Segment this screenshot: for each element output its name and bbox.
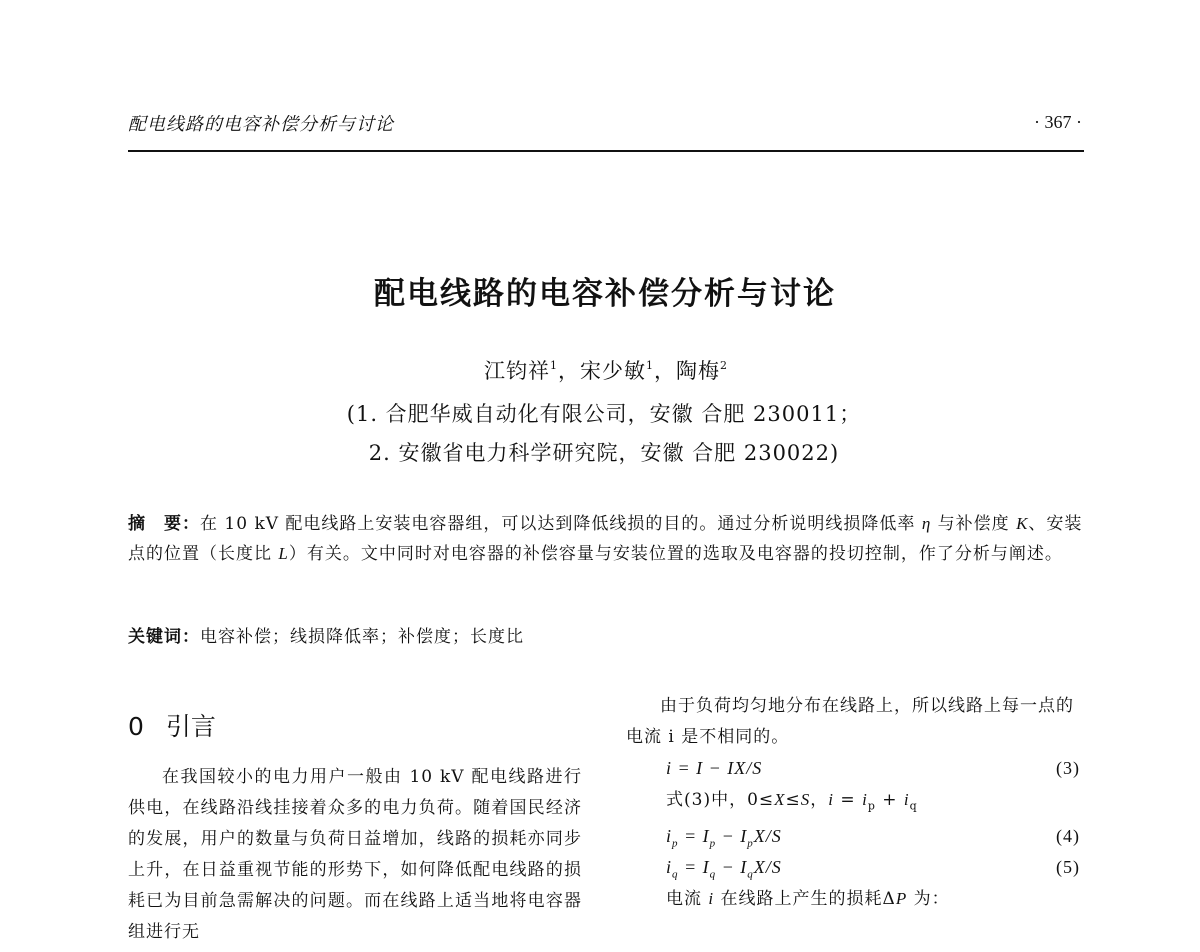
- subscript: p: [672, 837, 679, 850]
- section-title: 引言: [165, 712, 216, 741]
- author-list: [0, 355, 1200, 385]
- equation-part: − I: [716, 857, 748, 878]
- section-heading: [128, 707, 216, 743]
- eta-symbol: η: [921, 514, 932, 533]
- equation-part: X/S: [753, 826, 782, 847]
- header-rule: [128, 150, 1084, 152]
- affiliation-1: (1. 合肥华威自动化有限公司，安徽 合肥 230011；: [346, 402, 862, 426]
- subscript: q: [909, 799, 918, 813]
- equation-number: (3): [1056, 758, 1080, 778]
- l-symbol: L: [278, 544, 289, 563]
- note-text: ≤: [785, 790, 801, 810]
- loss-text: 为：: [907, 889, 950, 910]
- author-affiliation-mark: 2: [720, 359, 728, 372]
- equation-part: i: [666, 826, 673, 847]
- equation-3: [626, 753, 1080, 784]
- equation-part: i: [666, 857, 673, 878]
- equation-number: (4): [1056, 826, 1080, 847]
- equation-part: = I: [678, 826, 710, 847]
- abstract-text: 与补偿度: [931, 514, 1017, 534]
- right-column: [626, 691, 1080, 915]
- equation-5: [626, 852, 1080, 883]
- note-text: =: [834, 790, 863, 810]
- equation-4: [626, 821, 1080, 852]
- body-paragraph: 在我国较小的电力用户一般由 10 kV 配电线路进行供电，在线路沿线挂接着众多的电力负荷。随着国民经济的发展，用户的数量与负荷日益增加，线路的损耗亦同步上升，在日益重视节能的形势下，如何降低配电线路的损耗已为目前急需解决的问题。而在线路上适当地将电容器组进行无: [128, 767, 582, 942]
- equation-part: X/S: [753, 857, 782, 878]
- subscript: q: [747, 868, 754, 881]
- keywords: [128, 622, 1084, 647]
- subscript: q: [709, 868, 717, 881]
- equation-formula: i = I − IX/S: [666, 758, 763, 778]
- subscript: p: [747, 837, 754, 850]
- abstract-text: ）有关。文中同时对电容器的补偿容量与安装位置的选取及电容器的投切控制，作了分析与阐述。: [288, 544, 1063, 564]
- abstract-label: 摘 要：: [128, 514, 200, 534]
- paper-title: 配电线路的电容补偿分析与讨论: [374, 276, 836, 312]
- var-i: i: [862, 790, 868, 809]
- var-x: X: [774, 790, 786, 809]
- subscript: p: [867, 799, 876, 813]
- equation-part: = I: [678, 857, 710, 878]
- author-affiliation-mark: 1: [550, 359, 558, 372]
- loss-text: 在线路上产生的损耗Δ: [714, 889, 896, 910]
- note-text: 式(3)中，0≤: [666, 790, 775, 810]
- loss-sentence: [626, 883, 1080, 915]
- keywords-text: 电容补偿；线损降低率；补偿度；长度比: [200, 627, 524, 647]
- var-i: i: [708, 889, 715, 909]
- author-name: 江钧祥: [484, 359, 550, 383]
- running-title: 配电线路的电容补偿分析与讨论: [128, 114, 394, 135]
- author-separator: ，: [558, 359, 580, 383]
- note-text: +: [875, 790, 904, 810]
- keywords-label: 关键词：: [128, 627, 200, 647]
- subscript: q: [672, 868, 679, 881]
- equation-number: (5): [1056, 857, 1080, 878]
- var-i: i: [828, 790, 835, 809]
- left-column: [128, 762, 582, 948]
- var-p: P: [895, 889, 908, 909]
- author-name: 宋少敏: [580, 359, 646, 383]
- k-symbol: K: [1016, 514, 1029, 533]
- affiliation-2: 2. 安徽省电力科学研究院，安徽 合肥 230022): [368, 441, 840, 465]
- author-name: 陶梅: [676, 359, 720, 383]
- body-paragraph: 由于负荷均匀地分布在线路上，所以线路上每一点的电流 i 是不相同的。: [626, 696, 1074, 747]
- loss-text: 电流: [666, 889, 709, 910]
- equation-note: [626, 784, 1080, 821]
- subscript: p: [709, 837, 717, 850]
- abstract: [128, 509, 1084, 569]
- var-i: i: [903, 790, 910, 809]
- section-number: 0: [128, 712, 144, 741]
- abstract-text: 、安装点的位置（长度比: [128, 514, 1083, 564]
- note-text: ，: [810, 790, 829, 810]
- abstract-text: 在 10 kV 配电线路上安装电容器组，可以达到降低线损的目的。通过分析说明线损降低率: [200, 514, 922, 534]
- var-s: S: [800, 790, 811, 809]
- author-separator: ，: [654, 359, 676, 383]
- equation-part: − I: [716, 826, 748, 847]
- author-affiliation-mark: 1: [646, 359, 654, 372]
- page-number: · 367 ·: [1034, 112, 1082, 132]
